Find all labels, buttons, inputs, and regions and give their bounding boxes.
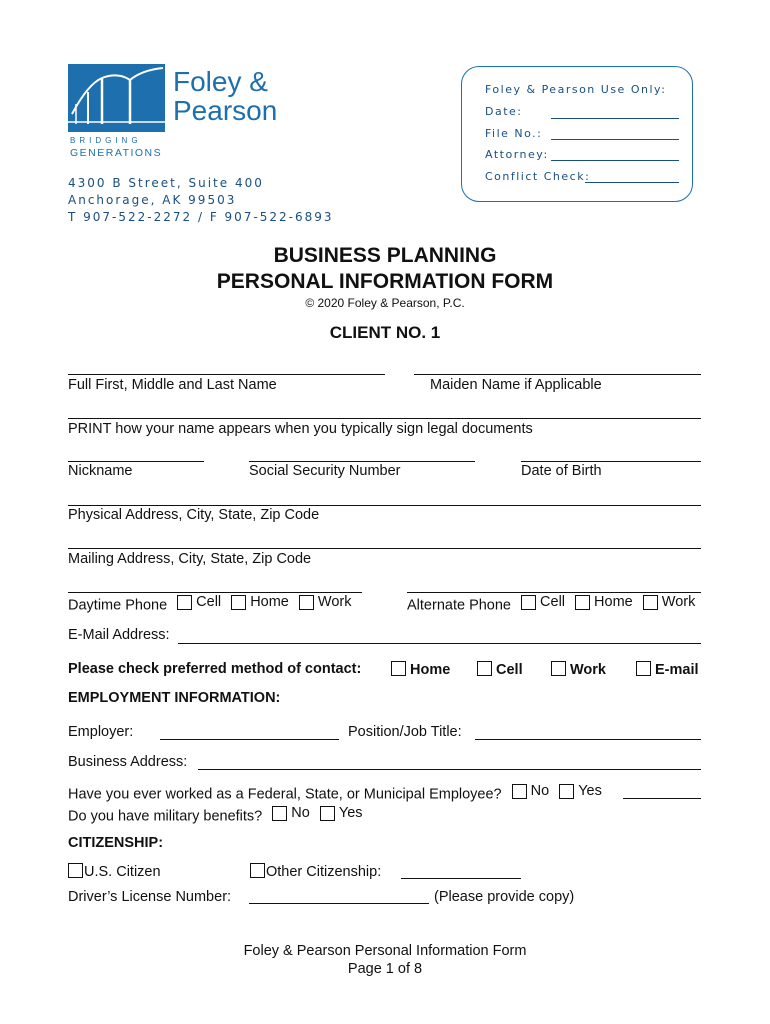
physical-address-field[interactable]	[68, 505, 701, 506]
alternate-phone-label: Alternate Phone	[407, 597, 511, 614]
dob-field[interactable]	[521, 461, 701, 462]
daytime-phone-field[interactable]	[68, 592, 362, 593]
mailing-address-field[interactable]	[68, 548, 701, 549]
alternate-home-checkbox[interactable]	[575, 595, 590, 610]
maiden-name-field[interactable]	[414, 374, 701, 375]
employment-heading: EMPLOYMENT INFORMATION:	[68, 690, 281, 706]
pref-home-label: Home	[410, 662, 451, 678]
pref-home-option[interactable]	[391, 661, 450, 678]
position-label: Position/Job Title:	[348, 724, 462, 740]
other-citizenship-checkbox[interactable]	[250, 863, 265, 878]
pref-cell-label: Cell	[496, 662, 523, 678]
footer-page-number: Page 1 of 8	[347, 961, 423, 977]
daytime-phone-label: Daytime Phone	[68, 597, 168, 614]
alternate-phone-field[interactable]	[407, 592, 701, 593]
federal-employee-question	[68, 783, 602, 803]
nickname-field[interactable]	[68, 461, 204, 462]
email-field[interactable]	[178, 643, 701, 644]
federal-no-label: No	[530, 783, 550, 799]
other-citizenship-label: Other Citizenship:	[266, 864, 382, 880]
daytime-cell-checkbox[interactable]	[177, 595, 192, 610]
citizenship-heading: CITIZENSHIP:	[68, 835, 164, 851]
daytime-home-label: Home	[250, 594, 289, 610]
address-phone: T 907-522-2272 / F 907-522-6893	[68, 210, 334, 224]
military-no-checkbox[interactable]	[272, 806, 287, 821]
use-only-date-label: Date:	[485, 105, 523, 118]
use-only-attorney-line	[551, 160, 679, 161]
form-title-line1: BUSINESS PLANNING	[273, 244, 497, 267]
maiden-name-label: Maiden Name if Applicable	[430, 377, 602, 393]
daytime-phone-row	[68, 594, 351, 614]
federal-yes-label: Yes	[578, 783, 602, 799]
logo-name-line1: Foley &	[173, 66, 268, 97]
daytime-home-checkbox[interactable]	[231, 595, 246, 610]
daytime-work-checkbox[interactable]	[299, 595, 314, 610]
client-number: CLIENT NO. 1	[329, 323, 441, 342]
ssn-field[interactable]	[249, 461, 475, 462]
provide-copy-note: (Please provide copy)	[434, 889, 575, 905]
us-citizen-label: U.S. Citizen	[84, 864, 161, 880]
pref-cell-option[interactable]	[477, 661, 523, 678]
preferred-contact-label: Please check preferred method of contact:	[68, 661, 362, 677]
daytime-cell-label: Cell	[196, 594, 222, 610]
bridge-icon	[68, 64, 165, 132]
footer-form-name: Foley & Pearson Personal Information Form	[243, 943, 527, 959]
physical-address-label: Physical Address, City, State, Zip Code	[68, 507, 320, 523]
copyright: © 2020 Foley & Pearson, P.C.	[305, 296, 465, 310]
military-yes-checkbox[interactable]	[320, 806, 335, 821]
alternate-cell-checkbox[interactable]	[521, 595, 536, 610]
military-no-label: No	[291, 805, 310, 821]
full-name-label: Full First, Middle and Last Name	[68, 377, 277, 393]
logo-tagline2: GENERATIONS	[70, 147, 163, 159]
pref-cell-checkbox[interactable]	[477, 661, 492, 676]
form-title-line2: PERSONAL INFORMATION FORM	[216, 270, 554, 293]
employer-label: Employer:	[68, 724, 134, 740]
employer-field[interactable]	[160, 739, 339, 740]
use-only-attorney-label: Attorney:	[485, 148, 549, 161]
use-only-file-label: File No.:	[485, 127, 543, 140]
federal-yes-detail-field[interactable]	[623, 798, 701, 799]
position-field[interactable]	[475, 739, 701, 740]
pref-home-checkbox[interactable]	[391, 661, 406, 676]
pref-email-option[interactable]	[636, 661, 699, 678]
alternate-work-label: Work	[661, 594, 696, 610]
ssn-label: Social Security Number	[249, 463, 401, 479]
pref-email-label: E-mail	[655, 662, 699, 678]
dob-label: Date of Birth	[521, 463, 602, 479]
business-address-field[interactable]	[198, 769, 701, 770]
alternate-work-checkbox[interactable]	[643, 595, 658, 610]
business-address-label: Business Address:	[68, 754, 188, 770]
address-line2: Anchorage, AK 99503	[68, 193, 237, 207]
military-yes-label: Yes	[338, 805, 363, 821]
federal-question-text: Have you ever worked as a Federal, State, or Municipal Employee?	[68, 786, 502, 803]
alternate-phone-row	[407, 594, 695, 614]
use-only-file-line	[551, 139, 679, 140]
full-name-field[interactable]	[68, 374, 385, 375]
alternate-home-label: Home	[594, 594, 633, 610]
other-citizenship-option[interactable]	[250, 863, 381, 880]
license-field[interactable]	[249, 903, 429, 904]
pref-work-option[interactable]	[551, 661, 606, 678]
military-benefits-question	[68, 805, 363, 825]
address-line1: 4300 B Street, Suite 400	[68, 176, 264, 190]
logo-tagline1: BRIDGING	[70, 136, 142, 145]
us-citizen-option[interactable]	[68, 863, 161, 880]
other-citizenship-field[interactable]	[401, 878, 521, 879]
firm-logo-mark	[68, 64, 165, 132]
use-only-conflict-label: Conflict Check:	[485, 170, 591, 183]
us-citizen-checkbox[interactable]	[68, 863, 83, 878]
federal-yes-checkbox[interactable]	[559, 784, 574, 799]
email-label: E-Mail Address:	[68, 627, 170, 643]
use-only-date-line	[551, 118, 679, 119]
logo-name-line2: Pearson	[173, 95, 278, 126]
military-question-text: Do you have military benefits?	[68, 808, 263, 825]
use-only-heading: Foley & Pearson Use Only:	[485, 83, 667, 96]
print-name-label: PRINT how your name appears when you typically sign legal documents	[68, 421, 533, 437]
pref-work-checkbox[interactable]	[551, 661, 566, 676]
mailing-address-label: Mailing Address, City, State, Zip Code	[68, 551, 312, 567]
license-label: Driver’s License Number:	[68, 889, 232, 905]
pref-work-label: Work	[570, 662, 606, 678]
alternate-cell-label: Cell	[540, 594, 566, 610]
daytime-work-label: Work	[317, 594, 352, 610]
use-only-conflict-line	[585, 182, 679, 183]
nickname-label: Nickname	[68, 463, 133, 479]
federal-no-checkbox[interactable]	[512, 784, 527, 799]
print-name-field[interactable]	[68, 418, 701, 419]
pref-email-checkbox[interactable]	[636, 661, 651, 676]
